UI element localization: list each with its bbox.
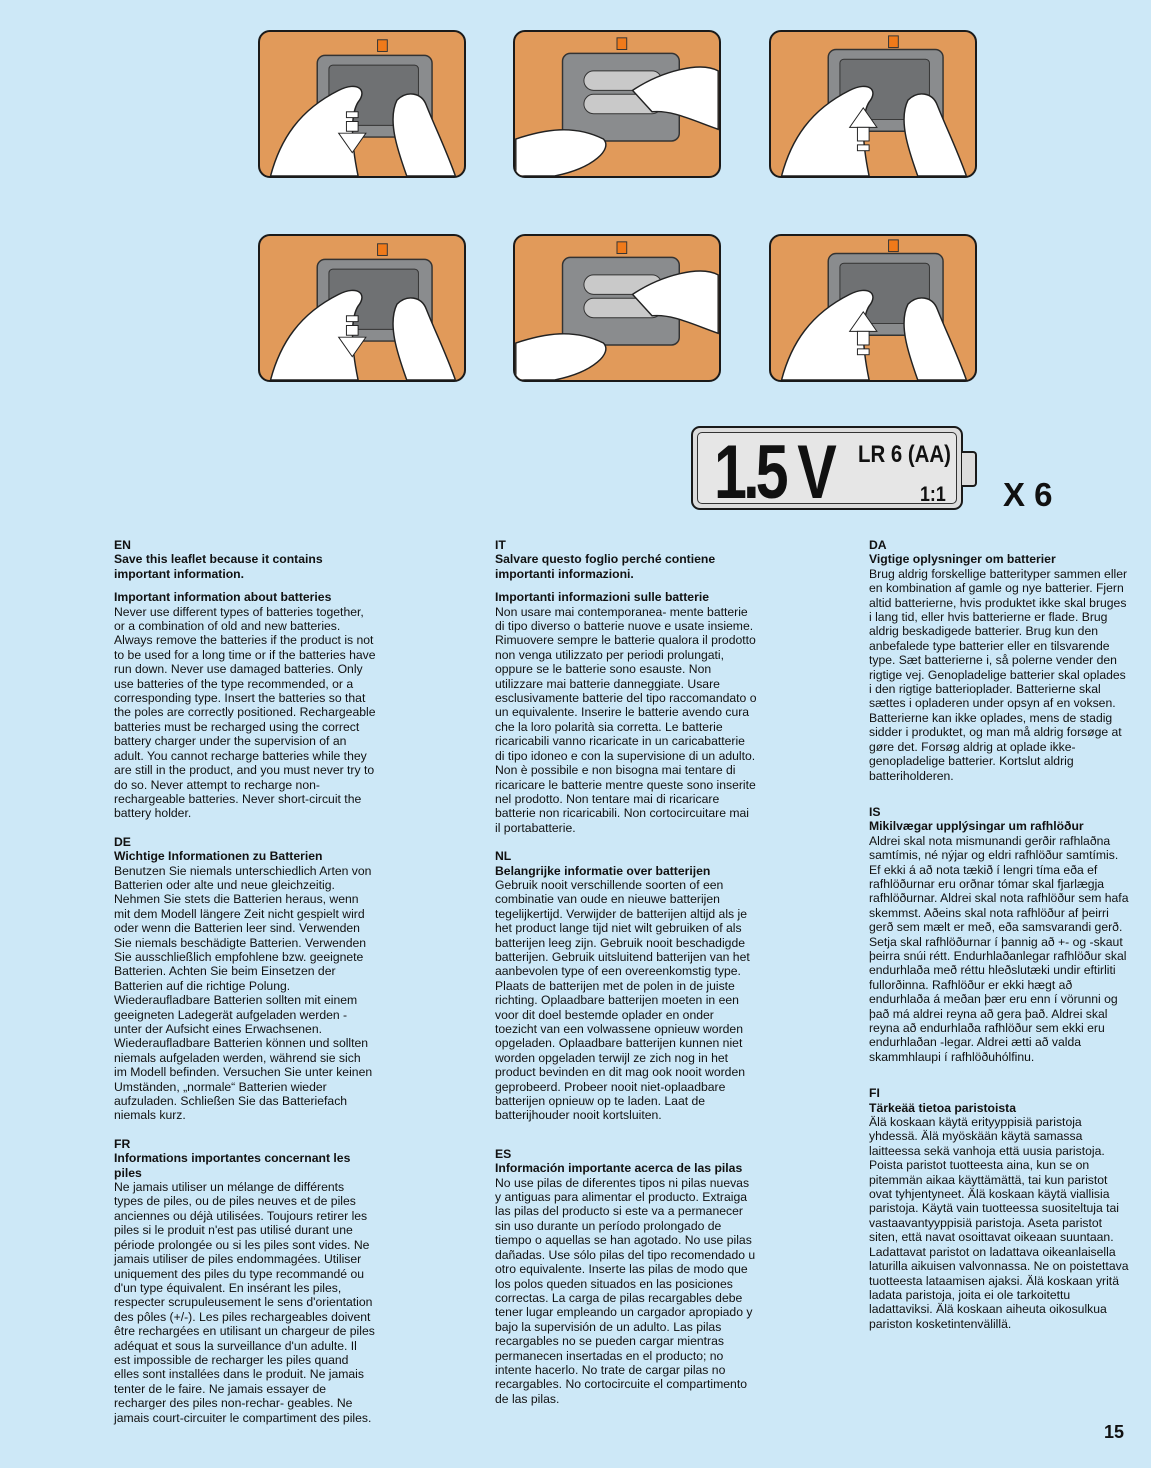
section-subheading: Mikilvægar upplýsingar um rafhlöður: [869, 819, 1084, 834]
section-code: DE: [114, 834, 131, 849]
section-es: [495, 1147, 757, 1406]
step-panel-close-cover: [769, 30, 977, 178]
hand-slide-cover-up-illustration: [771, 236, 975, 380]
battery-spec-label: [691, 426, 963, 515]
hand-slide-cover-down-illustration: [260, 236, 464, 380]
section-body: Älä koskaan käytä erityyppisiä paristoja yhdessä. Älä myöskään käytä samassa laitteessa sekä vanhoja että uusia paristoja. Poista paristot tuotteesta aina, kun se on pitemmän aikaa käyttämättä, tai kun paristot ovat tyhjentyneet. Älä koskaan käytä viallisia paristoja. Käytä vain tuotteessa suositeltuja tai vastaavantyyppisiä paristoja. Aseta paristot siten, että navat osoittavat oikeaan suuntaan. Ladattavat paristot on ladattava oikeanlaisella laturilla aikuisen valvonnassa. Ne on poistettava tuotteesta lataamisen ajaksi. Älä koskaan yritä ladata paristoja, joita ei ole tarkoitettu ladattaviksi. Älä koskaan aiheuta oikosulkua pariston kosketintenvälillä.: [869, 1115, 1129, 1331]
section-code: NL: [495, 849, 512, 864]
section-code: IS: [869, 804, 881, 819]
battery-quantity: X 6: [1003, 476, 1053, 513]
battery-type: LR 6 (AA): [858, 441, 951, 468]
section-code: FI: [869, 1086, 880, 1101]
section-code: IT: [495, 538, 506, 552]
section-fi: [869, 1086, 1131, 1331]
section-body: Gebruik nooit verschillende soorten of een combinatie van oude en nieuwe batterijen tegelijkertijd. Verwijder de batterijen altijd als je het product lange tijd niet wilt gebruiken of als batterijen leeg zijn. Gebruik nooit beschadigde batterijen. Gebruik uitsluitend batterijen van het aanbevolen type of een overeenkomstig type. Plaats de batterijen met de polen in de juiste richting. Oplaadbare batterijen moeten in een voor dit doel bestemde oplader en onder toezicht van een volwassene opnieuw worden opgeladen. Oplaadbare batterijen kunnen niet worden opgeladen terwijl ze zich nog in het product bevinden en dit mag ook nooit worden geprobeerd. Probeer nooit niet-oplaadbare batterijen opnieuw op te laden. Laat de batterijhouder nooit kortsluiten.: [495, 877, 750, 1123]
battery-ratio: 1:1: [920, 483, 946, 506]
section-body: No use pilas de diferentes tipos ni pilas nuevas y antiguas para alimentar el producto. Extraiga las pilas del producto si este va a permanecer sin uso durante un período prolongado de tiempo o aquellas se han agotado. No use pilas dañadas. Use sólo pilas del tipo recomendado u otro equivalente. Inserte las pilas de modo que los polos queden situados en las posiciones correctas. La carga de pilas recargables debe tener lugar empleando un cargador apropiado y bajo la supervisión de un adulto. Las pilas recargables no se pueden cargar mientras permanecen insertadas en el producto; no intente hacerlo. No trate de cargar pilas no recargables. No cortocircuite el compartimento de las pilas.: [495, 1175, 756, 1406]
battery-label-inner: [697, 430, 957, 515]
step-panel-remove-cover: [258, 234, 466, 382]
text-column-3: [869, 538, 1131, 1345]
section-heading: Salvare questo foglio perché contiene importanti informazioni.: [495, 552, 716, 581]
section-subheading: Wichtige Informationen zu Batterien: [114, 849, 323, 864]
text-column-2: [495, 538, 757, 1420]
step-panel-remove-cover: [258, 30, 466, 178]
section-code: EN: [114, 538, 131, 552]
section-subheading: Importanti informazioni sulle batterie: [495, 590, 709, 605]
section-code: FR: [114, 1136, 131, 1151]
step-panel-close-cover: [769, 234, 977, 382]
section-body: Ne jamais utiliser un mélange de différents types de piles, ou de piles neuves et de piles anciennes ou déjà utilisées. Toujours retirer les piles si le produit n'est pas utilisé durant une période prolongée ou si les piles sont vides. Ne jamais utiliser de piles endommagées. Utiliser uniquement des piles du type recommandé ou d'un type équivalent. En insérant les piles, respecter scrupuleusement le sens d'orientation des pôles (+/-). Les piles rechargeables doivent être rechargées en utilisant un chargeur de piles adéquat et sous la surveillance d'un adulte. Il est impossible de recharger les piles quand elles sont installées dans le produit. Ne jamais tenter de le faire. Ne jamais essayer de recharger des piles non-rechar- geables. Ne jamais court-circuiter le compartiment des piles.: [114, 1180, 375, 1425]
battery-terminal-icon: [962, 451, 977, 487]
section-de: [114, 835, 376, 1123]
hand-insert-batteries-illustration: [515, 236, 719, 380]
hand-slide-cover-up-illustration: [771, 32, 975, 176]
section-nl: [495, 849, 757, 1123]
section-body: Non usare mai contemporanea- mente batterie di tipo diverso o batterie nuove e usate insieme. Rimuovere sempre le batterie qualora il prodotto non venga utilizzato per periodi prolungati, oppure se le batterie sono esauste. Non utilizzare mai batterie danneggiate. Usare esclusivamente batterie del tipo raccomandato o un equivalente. Inserire le batterie avendo cura che la loro polarità sia corretta. Le batterie ricaricabili vanno ricaricate in un caricabatterie di tipo idoneo e con la supervisione di un adulto. Non è possibile e non bisogna mai tentare di ricaricare le batterie mentre queste sono inserite nel prodotto. Non tentare mai di ricaricare batterie non ricaricabili. Non cortocircuitare mai il portabatterie.: [495, 604, 757, 835]
section-is: [869, 805, 1131, 1064]
section-en: [114, 538, 376, 821]
section-code: ES: [495, 1146, 512, 1161]
section-code: DA: [869, 538, 887, 552]
hand-slide-cover-down-illustration: [260, 32, 464, 176]
section-subheading: Vigtige oplysninger om batterier: [869, 552, 1056, 567]
battery-voltage: 1.5 V: [714, 430, 833, 515]
section-subheading: Belangrijke informatie over batterijen: [495, 863, 711, 878]
section-body: Never use different types of batteries together, or a combination of old and new batteries. Always remove the batteries if the product is not to be used for a long time or if the batteries have run down. Never use damaged batteries. Only use batteries of the type recommended, or a corresponding type. Insert the batteries so that the poles are correctly positioned. Rechargeable batteries must be recharged using the correct battery charger under the supervision of an adult. You cannot recharge batteries while they are still in the product, and you must never try to do so. Never attempt to recharge non-rechargeable batteries. Never short-circuit the battery holder.: [114, 604, 376, 821]
page-number: 15: [1104, 1422, 1125, 1442]
text-column-1: [114, 538, 376, 1439]
section-body: Benutzen Sie niemals unterschiedlich Arten von Batterien oder alte und neue gleichzeitig. Nehmen Sie stets die Batterien heraus, wenn mit dem Modell längere Zeit nicht gespielt wird oder wenn die Batterien leer sind. Verwenden Sie niemals beschädigte Batterien. Verwenden Sie ausschließlich empfohlene bzw. geeignete Batterien. Achten Sie beim Einsetzen der Batterien auf die richtige Polung. Wiederaufladbare Batterien sollten mit einem geeigneten Ladegerät aufgeladen werden - unter der Aufsicht eines Erwachsenen. Wiederaufladbare Batterien können und sollten niemals aufgeladen werden, während sie sich im Modell befinden. Versuchen Sie unter keinen Umständen, „normale“ Batterien wieder aufzuladen. Schließen Sie das Batteriefach niemals kurz.: [114, 863, 373, 1123]
section-subheading: Información importante acerca de las pilas: [495, 1161, 743, 1176]
step-panel-insert-batteries: [513, 30, 721, 178]
section-heading: Save this leaflet because it contains important information.: [114, 552, 323, 581]
section-subheading: Important information about batteries: [114, 590, 332, 605]
section-subheading: Tärkeää tietoa paristoista: [869, 1100, 1016, 1115]
step-panel-insert-batteries: [513, 234, 721, 382]
section-subheading: Informations importantes concernant les piles: [114, 1151, 351, 1180]
hand-insert-batteries-illustration: [515, 32, 719, 176]
section-fr: [114, 1137, 376, 1425]
section-da: [869, 538, 1131, 783]
section-body: Brug aldrig forskellige batterityper sammen eller en kombination af gamle og nye batterier. Fjern altid batterierne, hvis produktet ikke skal bruges i lang tid, eller hvis batterierne er flade. Brug aldrig beskadigede batterier. Brug kun den anbefalede type batterier eller en tilsvarende type. Sæt batterierne i, så polerne vender den rigtige vej. Genopladelige batterier skal oplades i den rigtige batterioplader. Batterierne skal sættes i opladeren under opsyn af en voksen. Batterierne kan ikke oplades, mens de stadig sidder i produktet, og man må aldrig forsøge at gøre det. Forsøg aldrig at oplade ikke-genopladelige batterier. Kortslut aldrig batteriholderen.: [869, 566, 1128, 783]
section-it: [495, 538, 757, 835]
section-body: Aldrei skal nota mismunandi gerðir rafhlaðna samtímis, né nýjar og eldri rafhlöður samtímis. Ef ekki á að nota tækið í lengri tíma eða ef rafhlöðurnar eru orðnar tómar skal fjarlægja rafhlöðurnar. Aldrei skal nota rafhlöður sem hafa skemmst. Aðeins skal nota rafhlöður af þeirri gerð sem mælt er með, eða samsvarandi gerð. Setja skal rafhlöðurnar í þannig að +- og -skaut þeirra snúi rétt. Endurhlaðanlegar rafhlöður skal endurhlaða með réttu hleðslutæki undir eftirliti fullorðinna. Rafhlöður er ekki hægt að endurhlaða á meðan þær eru enn í vörunni og það má aldrei reyna að gera það. Aldrei skal reyna að endurhlaða rafhlöður sem ekki eru endurhlaðan -legar. Aldrei ætti að valda skammhlaupi í rafhlöðuhólfinu.: [869, 833, 1129, 1064]
